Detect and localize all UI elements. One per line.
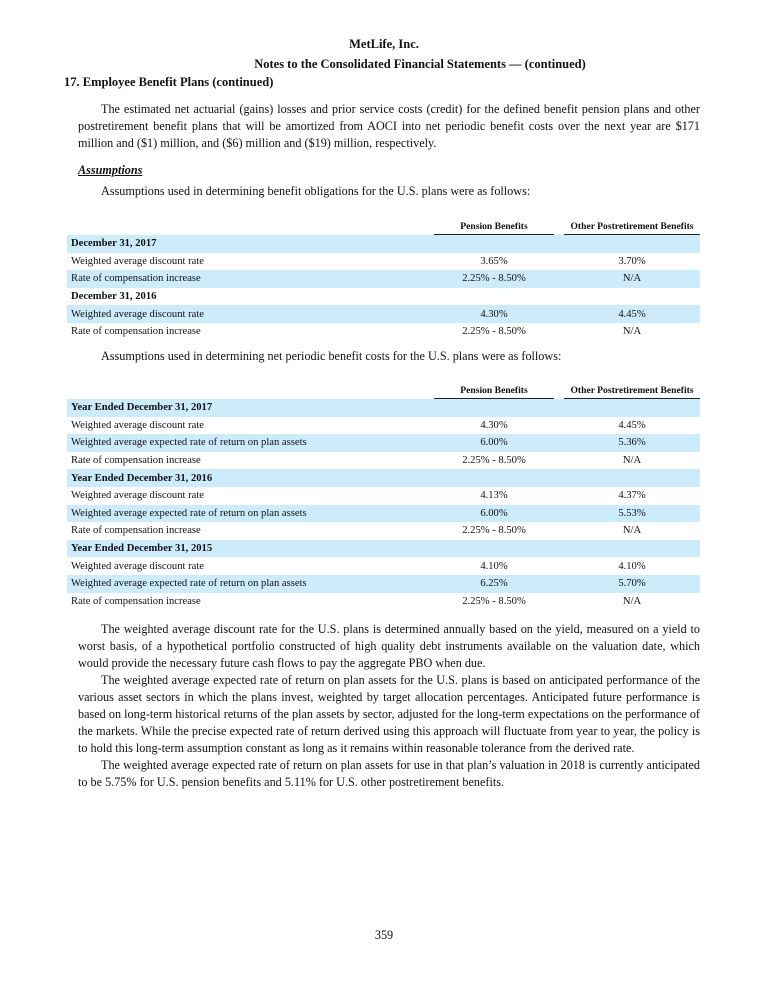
other-value: N/A <box>622 595 642 607</box>
table-row <box>67 452 700 470</box>
row-label: Year Ended December 31, 2015 <box>67 540 434 558</box>
group-row <box>67 288 700 306</box>
pension-value: 6.00% <box>434 434 554 452</box>
pension-value: 3.65% <box>480 255 508 267</box>
table-row <box>67 417 700 435</box>
row-label: December 31, 2016 <box>71 291 157 303</box>
paragraph-discount-rate: The weighted average discount rate for the U.S. plans is determined annually based on the yield, measured on a yield to worst basis, of a hypothetical portfolio constructed of high quality debt instruments available on the valuation date, which would provide the necessary future cash flows to pay the aggregate PBO when due. <box>78 622 700 670</box>
row-label: Weighted average discount rate <box>71 255 204 267</box>
pension-value: 4.30% <box>480 419 508 431</box>
page-number: 359 <box>374 928 394 942</box>
row-label: Year Ended December 31, 2016 <box>67 469 434 487</box>
other-value: 4.45% <box>564 305 700 323</box>
row-label: Year Ended December 31, 2017 <box>67 399 434 417</box>
table-row <box>67 253 700 271</box>
page-title: Notes to the Consolidated Financial Statements — (continued) <box>254 57 586 71</box>
company-name: MetLife, Inc. <box>349 37 419 51</box>
other-value <box>564 235 700 253</box>
other-value: N/A <box>622 326 642 338</box>
intro-costs: Assumptions used in determining net periodic benefit costs for the U.S. plans were as follows: <box>101 349 562 363</box>
row-label: Weighted average expected rate of return on plan assets <box>67 505 434 523</box>
table-row <box>67 522 700 540</box>
table-row <box>67 505 700 523</box>
group-row <box>67 469 700 487</box>
pension-value: 4.10% <box>480 560 508 572</box>
row-label: Weighted average discount rate <box>71 560 204 572</box>
paragraph-2018-anticipated: The weighted average expected rate of return on plan assets for use in that plan’s valuation in 2018 is currently anticipated to be 5.75% for U.S. pension benefits and 5.11% for U.S. other postretirement benefits. <box>78 758 700 789</box>
other-value <box>564 288 700 306</box>
row-label: Weighted average discount rate <box>67 305 434 323</box>
pension-value <box>434 235 554 253</box>
intro-obligations: Assumptions used in determining benefit obligations for the U.S. plans were as follows: <box>101 184 531 198</box>
other-value: 5.53% <box>564 505 700 523</box>
obligations-table <box>67 216 700 341</box>
table-row <box>67 593 700 611</box>
pension-value: 6.00% <box>434 505 554 523</box>
other-value: 4.10% <box>618 560 646 572</box>
row-label: Weighted average expected rate of return on plan assets <box>67 575 434 593</box>
pension-value <box>434 469 554 487</box>
table-row <box>67 434 700 452</box>
paragraph-amortization: The estimated net actuarial (gains) losses and prior service costs (credit) for the defined benefit pension plans and other postretirement benefit plans that will be amortized from AOCI into net periodic benefit costs over the next year are $171 million and ($1) million, and ($6) million and ($19) million, respectively. <box>78 102 700 150</box>
row-label: Weighted average discount rate <box>71 419 204 431</box>
row-label: Rate of compensation increase <box>71 525 201 537</box>
row-label: Weighted average discount rate <box>71 490 204 502</box>
pension-value: 6.25% <box>434 575 554 593</box>
pension-value: 2.25% - 8.50% <box>434 270 554 288</box>
col-pension: Pension Benefits <box>434 380 554 399</box>
row-label: December 31, 2017 <box>67 235 434 253</box>
col-pension: Pension Benefits <box>434 216 554 235</box>
other-value: 5.36% <box>564 434 700 452</box>
row-label: Rate of compensation increase <box>71 595 201 607</box>
pension-value: 2.25% - 8.50% <box>462 326 526 338</box>
row-label: Rate of compensation increase <box>71 326 201 338</box>
row-label: Rate of compensation increase <box>71 455 201 467</box>
other-value: 3.70% <box>618 255 646 267</box>
pension-value: 4.13% <box>480 490 508 502</box>
assumptions-heading: Assumptions <box>78 163 143 177</box>
pension-value: 4.30% <box>434 305 554 323</box>
paragraph-expected-return: The weighted average expected rate of return on plan assets for the U.S. plans is based on anticipated performance of the various asset sectors in which the plans invest, weighted by target allocation percentages. Anticipated future performance is based on long-term historical returns of the plan assets by sector, adjusted for the long-term expectations on the performance of the markets. While the precise expected rate of return derived using this approach will fluctuate from year to year, the policy is to hold this long-term assumption constant as long as it remains within reasonable tolerance from the derived rate. <box>78 673 700 755</box>
other-value: N/A <box>564 270 700 288</box>
costs-table <box>67 380 700 610</box>
table-row <box>67 323 700 341</box>
pension-value: 2.25% - 8.50% <box>462 595 526 607</box>
pension-value <box>434 288 554 306</box>
pension-value: 2.25% - 8.50% <box>462 455 526 467</box>
other-value <box>564 399 700 417</box>
other-value <box>564 469 700 487</box>
other-value: 4.37% <box>618 490 646 502</box>
table-row <box>67 575 700 593</box>
other-value: 5.70% <box>564 575 700 593</box>
row-label: Rate of compensation increase <box>67 270 434 288</box>
table-row <box>67 270 700 288</box>
other-value: 4.45% <box>618 419 646 431</box>
col-other: Other Postretirement Benefits <box>564 380 700 399</box>
group-row <box>67 399 700 417</box>
other-value: N/A <box>622 455 642 467</box>
table-row <box>67 487 700 505</box>
group-row <box>67 540 700 558</box>
group-row <box>67 235 700 253</box>
table-row <box>67 305 700 323</box>
section-heading: 17. Employee Benefit Plans (continued) <box>64 75 274 89</box>
table-row <box>67 557 700 575</box>
other-value: N/A <box>622 525 642 537</box>
pension-value <box>434 399 554 417</box>
pension-value <box>434 540 554 558</box>
pension-value: 2.25% - 8.50% <box>462 525 526 537</box>
other-value <box>564 540 700 558</box>
row-label: Weighted average expected rate of return on plan assets <box>67 434 434 452</box>
col-other: Other Postretirement Benefits <box>564 216 700 235</box>
